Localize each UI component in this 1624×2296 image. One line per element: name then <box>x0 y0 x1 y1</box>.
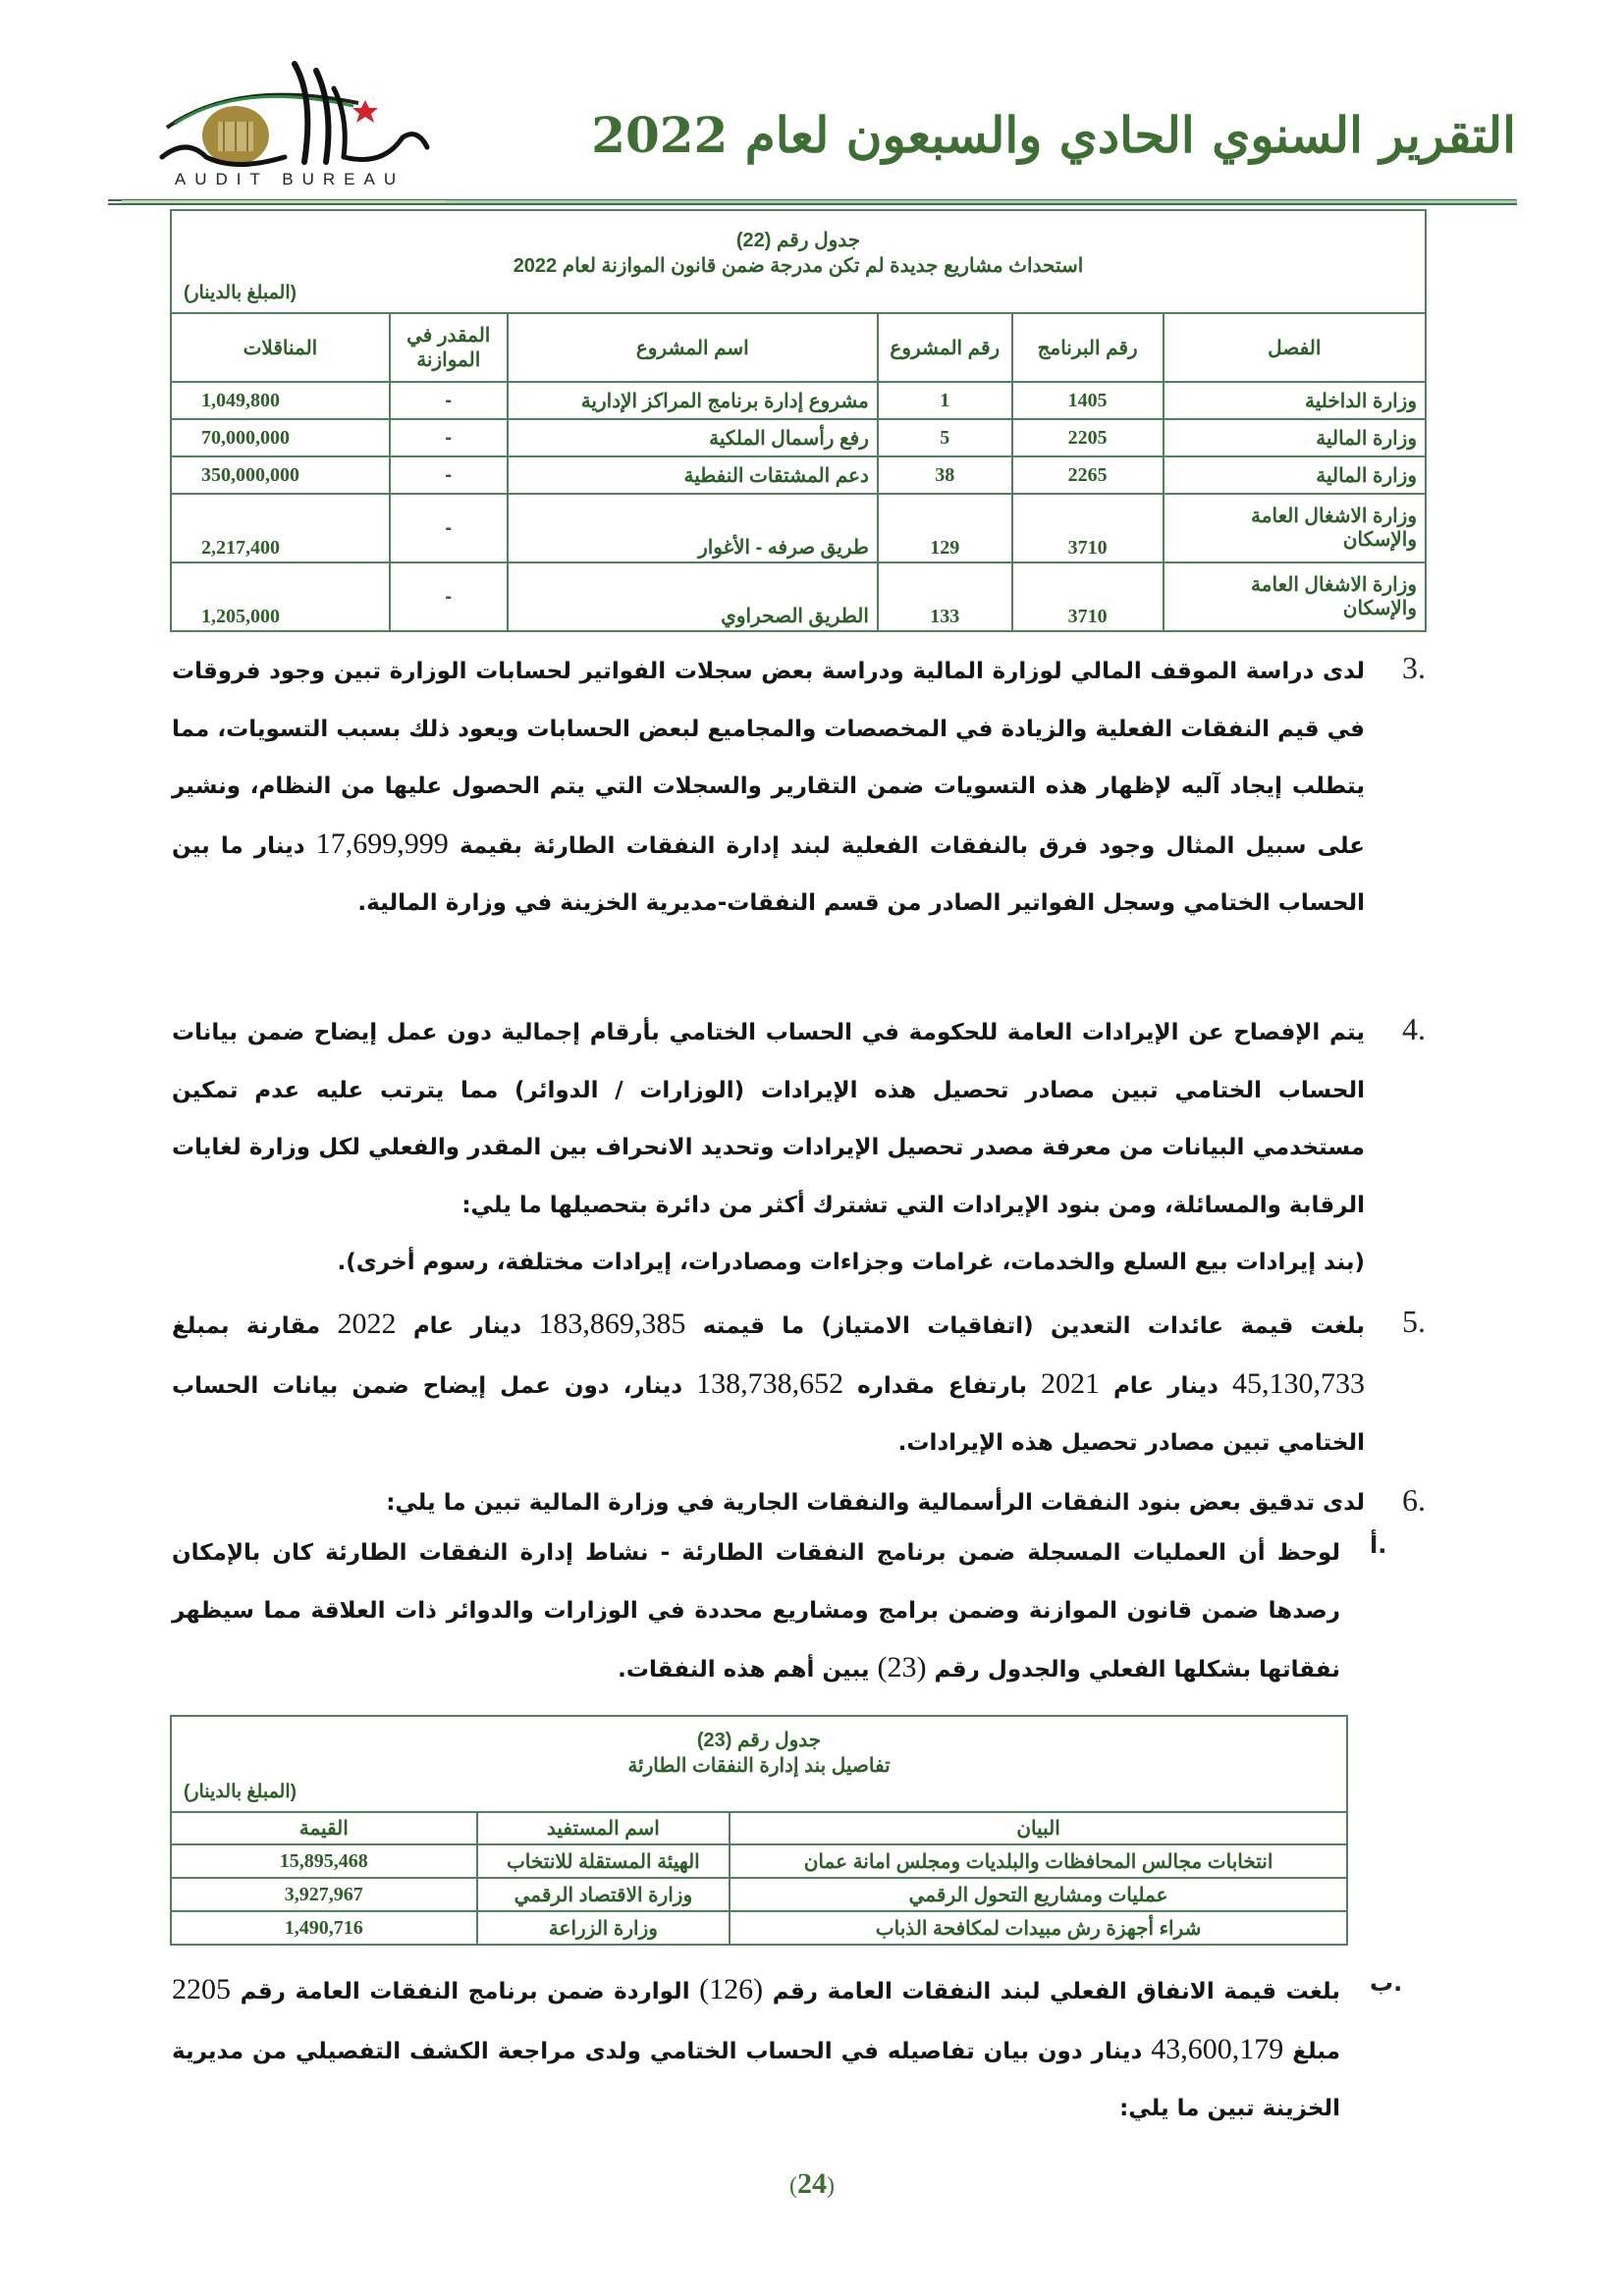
paragraph-5-text: مقارنة بمبلغ <box>172 1313 321 1339</box>
cell-project-no: 129 <box>878 494 1012 562</box>
cell-transfers: 2,217,400 <box>171 494 390 562</box>
paragraph-6b <box>172 1961 1340 2138</box>
paragraph-5 <box>172 1296 1365 1472</box>
cell-budget-estimate: - <box>390 382 508 419</box>
table-23-number: جدول رقم (23) <box>696 1730 822 1751</box>
cell-program-no: 3710 <box>1012 494 1164 562</box>
cell-description: عمليات ومشاريع التحول الرقمي <box>730 1878 1347 1911</box>
cell-project-name: الطريق الصحراوي <box>508 562 878 631</box>
cell-value: 15,895,468 <box>171 1844 477 1878</box>
paragraph-4-text: يتم الإفصاح عن الإيرادات العامة للحكومة في الحساب الختامي بأرقام إجمالية دون عمل إيضاح ضمن بيانات الحساب الختامي تبين مصادر تحصيل هذه الإيرادات (الوزارات / الدوائر) مما يترتب عليه عدم تمكين مستخدمي البيانات من معرفة مصدر تحصيل الإيرادات وتحديد الانحراف بين المقدر والفعلي لكل وزارة لغايات الرقابة والمسائلة، ومن بنود الإيرادات التي تشترك أكثر من دائرة بتحصيلها ما يلي: <box>172 1020 1365 1218</box>
cell-project-no: 38 <box>878 456 1012 494</box>
table-22-number: جدول رقم (22) <box>735 229 861 251</box>
paragraph-6a-text: يبين أهم هذه النفقات. <box>618 1657 870 1682</box>
page-number-value: 24 <box>797 2167 827 2200</box>
paragraph-6b-text: الواردة ضمن برنامج النفقات العامة رقم <box>240 1979 690 2004</box>
list-marker-4: 4. <box>1402 1011 1426 1046</box>
list-marker-5: 5. <box>1402 1304 1426 1339</box>
program-number: 2205 <box>172 1973 231 2005</box>
list-marker-6: 6. <box>1402 1482 1426 1518</box>
paragraph-3 <box>172 643 1365 933</box>
cell-beneficiary: وزارة الزراعة <box>477 1911 731 1945</box>
audit-bureau-logo <box>147 59 432 196</box>
cell-chapter: وزارة الداخلية <box>1164 382 1426 419</box>
cell-chapter: وزارة المالية <box>1164 456 1426 494</box>
expense-amount: 43,600,179 <box>1151 2032 1284 2065</box>
expense-item-number: (126) <box>699 1973 764 2005</box>
table-row <box>171 562 1426 631</box>
header-rule-bottom <box>108 203 1517 205</box>
table-23 <box>170 1715 1348 1946</box>
table-22-caption <box>171 210 1426 313</box>
paragraph-6 <box>172 1474 1365 1532</box>
sub-marker-a: أ. <box>1370 1531 1387 1559</box>
col-header-description: البيان <box>730 1812 1347 1844</box>
table-22-unit: (المبلغ بالدينار) <box>184 283 297 303</box>
cell-chapter: وزارة الاشغال العامة والإسكان <box>1164 494 1426 562</box>
cell-program-no: 1405 <box>1012 382 1164 419</box>
table-22 <box>170 209 1427 632</box>
cell-description: شراء أجهزة رش مبيدات لمكافحة الذباب <box>730 1911 1347 1945</box>
table-23-title: تفاصيل بند إدارة النفقات الطارئة <box>627 1755 891 1777</box>
cell-budget-estimate: - <box>390 494 508 562</box>
col-header-beneficiary: اسم المستفيد <box>477 1812 731 1844</box>
paragraph-5-text: دينار، دون عمل إيضاح ضمن بيانات الحساب الختامي تبين مصادر تحصيل هذه الإيرادات. <box>172 1372 1365 1456</box>
sub-marker-b: ب. <box>1370 1969 1403 1997</box>
table-22-title: استحداث مشاريع جديدة لم تكن مدرجة ضمن قانون الموازنة لعام 2022 <box>513 254 1084 277</box>
col-header-project-name: اسم المشروع <box>508 313 878 382</box>
paragraph-3-text-after: دينار ما بين الحساب الختامي وسجل الفواتير الصادر من قسم النفقات-مديرية الخزينة في وزارة المالية. <box>172 832 1365 916</box>
cell-project-name: طريق صرفه - الأغوار <box>508 494 878 562</box>
report-title: التقرير السنوي الحادي والسبعون لعام 2022 <box>591 106 1516 164</box>
paragraph-6b-text: مبلغ <box>1292 2038 1340 2064</box>
cell-transfers: 70,000,000 <box>171 419 390 456</box>
page-number <box>0 2167 1624 2201</box>
cell-transfers: 1,049,800 <box>171 382 390 419</box>
table-23-reference: (23) <box>877 1651 927 1683</box>
table-23-unit: (المبلغ بالدينار) <box>184 1782 297 1802</box>
col-header-program-no: رقم البرنامج <box>1012 313 1164 382</box>
cell-description: انتخابات مجالس المحافظات والبلديات ومجلس امانة عمان <box>730 1844 1347 1878</box>
page-number-close-paren: ) <box>827 2173 835 2199</box>
cell-transfers: 350,000,000 <box>171 456 390 494</box>
paragraph-5-text: دينار عام <box>1113 1372 1218 1399</box>
cell-project-name: رفع رأسمال الملكية <box>508 419 878 456</box>
cell-program-no: 2265 <box>1012 456 1164 494</box>
table-23-caption <box>171 1716 1347 1812</box>
cell-project-name: مشروع إدارة برنامج المراكز الإدارية <box>508 382 878 419</box>
paragraph-6b-text: بلغت قيمة الانفاق الفعلي لبند النفقات العامة رقم <box>772 1979 1340 2004</box>
cell-project-name: دعم المشتقات النفطية <box>508 456 878 494</box>
table-row <box>171 494 1426 562</box>
col-header-project-no: رقم المشروع <box>878 313 1012 382</box>
paragraph-5-text: دينار عام <box>412 1313 522 1339</box>
cell-program-no: 3710 <box>1012 562 1164 631</box>
year-2022: 2022 <box>337 1308 397 1340</box>
cell-transfers: 1,205,000 <box>171 562 390 631</box>
table-row <box>171 419 1426 456</box>
cell-project-no: 1 <box>878 382 1012 419</box>
col-header-transfers: المناقلات <box>171 313 390 382</box>
cell-project-no: 133 <box>878 562 1012 631</box>
table-row <box>171 1878 1347 1911</box>
table-22-header-row <box>171 313 1426 382</box>
col-header-value: القيمة <box>171 1812 477 1844</box>
col-header-budget-estimate: المقدر في الموازنة <box>390 313 508 382</box>
cell-beneficiary: وزارة الاقتصاد الرقمي <box>477 1878 731 1911</box>
paragraph-4-list: (بند إيرادات بيع السلع والخدمات، غرامات وجزاءات ومصادرات، إيرادات مختلفة، رسوم أخرى). <box>337 1250 1365 1275</box>
paragraph-5-text: بلغت قيمة عائدات التعدين (اتفاقيات الامتياز) ما قيمته <box>702 1313 1365 1339</box>
table-row <box>171 382 1426 419</box>
mining-revenue-increase: 138,738,652 <box>696 1366 844 1400</box>
cell-budget-estimate: - <box>390 562 508 631</box>
paragraph-5-text: بارتفاع مقداره <box>857 1372 1027 1399</box>
table-row <box>171 1844 1347 1878</box>
paragraph-4 <box>172 1004 1365 1292</box>
logo-english-text: AUDIT BUREAU <box>174 170 406 188</box>
col-header-chapter: الفصل <box>1164 313 1426 382</box>
table-23-header-row <box>171 1812 1347 1844</box>
cell-program-no: 2205 <box>1012 419 1164 456</box>
cell-project-no: 5 <box>878 419 1012 456</box>
cell-value: 1,490,716 <box>171 1911 477 1945</box>
mining-revenue-2021: 45,130,733 <box>1231 1366 1365 1400</box>
cell-value: 3,927,967 <box>171 1878 477 1911</box>
page-number-open-paren: ( <box>789 2173 797 2199</box>
cell-chapter: وزارة الاشغال العامة والإسكان <box>1164 562 1426 631</box>
cell-beneficiary: الهيئة المستقلة للانتخاب <box>477 1844 731 1878</box>
mining-revenue-2022: 183,869,385 <box>538 1308 686 1340</box>
cell-chapter: وزارة المالية <box>1164 419 1426 456</box>
table-row <box>171 1911 1347 1945</box>
cell-budget-estimate: - <box>390 419 508 456</box>
list-marker-3: 3. <box>1402 650 1426 685</box>
logo-calligraphy-icon <box>147 59 432 172</box>
paragraph-3-amount: 17,699,999 <box>315 827 449 860</box>
paragraph-6a <box>172 1524 1340 1699</box>
paragraph-3-text: لدى دراسة الموقف المالي لوزارة المالية ودراسة بعض سجلات الفواتير لحسابات الوزارة تبين وجود فروقات في قيم النفقات الفعلية والزيادة في المخصصات والمجاميع لبعض الحسابات ويعود ذلك بسبب التسويات، مما يتطلب إيجاد آليه لإظهار هذه التسويات ضمن التقارير والسجلات التي يتم الحصول عليها من النظام، ونشير على سبيل المثال وجود فرق بالنفقات الفعلية لبند إدارة النفقات الطارئة بقيمة <box>172 659 1365 859</box>
table-row <box>171 456 1426 494</box>
year-2021: 2021 <box>1040 1366 1100 1400</box>
cell-budget-estimate: - <box>390 456 508 494</box>
paragraph-6b-text: دينار دون بيان تفاصيله في الحساب الختامي ولدى مراجعة الكشف التفصيلي من مديرية الخزينة تبين ما يلي: <box>172 2038 1340 2121</box>
paragraph-6a-text: لوحظ أن العمليات المسجلة ضمن برنامج النفقات الطارئة - نشاط إدارة النفقات الطارئة كان بالإمكان رصدها ضمن قانون الموازنة وضمن برامج ومشاريع محددة في الوزارات والدوائر ذات العلاقة مما سيظهر نفقاتها بشكلها الفعلي والجدول رقم <box>172 1540 1340 1682</box>
paragraph-6-text: لدى تدقيق بعض بنود النفقات الرأسمالية والنفقات الجارية في وزارة المالية تبين ما يلي: <box>386 1490 1365 1516</box>
